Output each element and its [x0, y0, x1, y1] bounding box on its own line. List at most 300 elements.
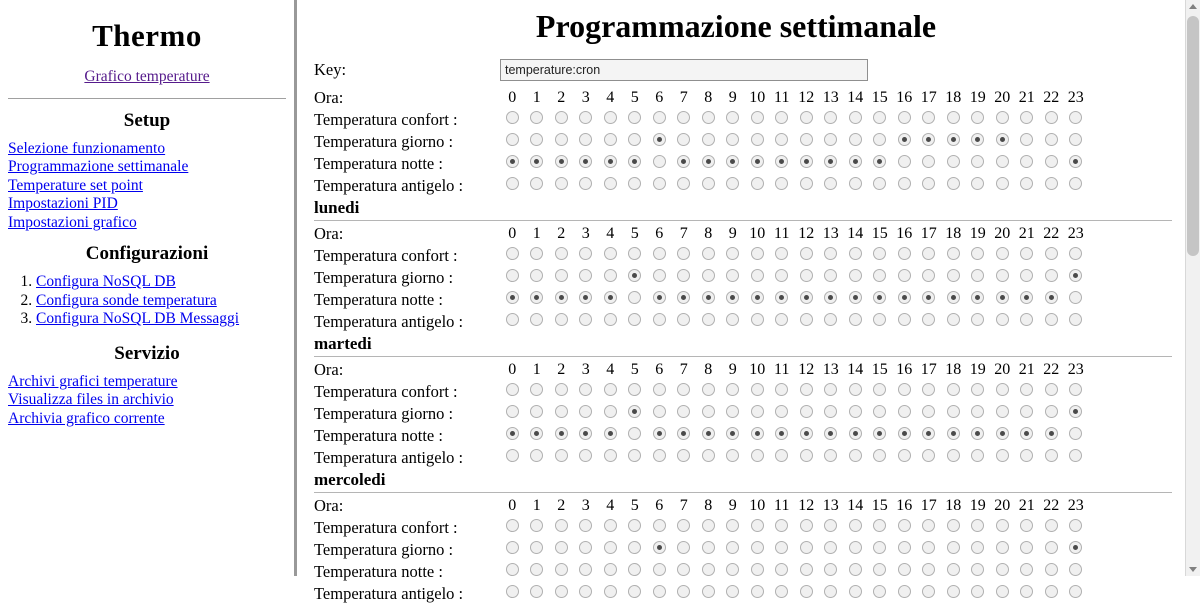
radio-notte-4[interactable] [604, 427, 617, 440]
radio-giorno-16[interactable] [898, 541, 911, 554]
radio-antigelo-4[interactable] [604, 449, 617, 462]
radio-antigelo-8[interactable] [702, 177, 715, 190]
radio-antigelo-0[interactable] [506, 585, 519, 598]
radio-confort-11[interactable] [775, 111, 788, 124]
radio-antigelo-12[interactable] [800, 449, 813, 462]
radio-antigelo-20[interactable] [996, 449, 1009, 462]
radio-giorno-11[interactable] [775, 541, 788, 554]
radio-antigelo-18[interactable] [947, 313, 960, 326]
radio-confort-3[interactable] [579, 519, 592, 532]
radio-confort-3[interactable] [579, 383, 592, 396]
radio-confort-3[interactable] [579, 247, 592, 260]
sidebar-item-archivi-grafici-temperature[interactable]: Archivi grafici temperature [8, 372, 178, 390]
radio-giorno-13[interactable] [824, 133, 837, 146]
radio-notte-8[interactable] [702, 291, 715, 304]
radio-antigelo-5[interactable] [628, 313, 641, 326]
radio-giorno-11[interactable] [775, 405, 788, 418]
radio-notte-6[interactable] [653, 563, 666, 576]
radio-notte-8[interactable] [702, 155, 715, 168]
radio-giorno-17[interactable] [922, 405, 935, 418]
radio-confort-20[interactable] [996, 383, 1009, 396]
radio-antigelo-16[interactable] [898, 449, 911, 462]
radio-antigelo-1[interactable] [530, 177, 543, 190]
radio-antigelo-7[interactable] [677, 313, 690, 326]
radio-notte-20[interactable] [996, 427, 1009, 440]
radio-giorno-21[interactable] [1020, 405, 1033, 418]
radio-confort-22[interactable] [1045, 383, 1058, 396]
sidebar-item-grafico-temperature[interactable]: Grafico temperature [84, 68, 210, 85]
radio-antigelo-13[interactable] [824, 585, 837, 598]
radio-notte-21[interactable] [1020, 291, 1033, 304]
radio-notte-8[interactable] [702, 563, 715, 576]
radio-antigelo-9[interactable] [726, 313, 739, 326]
radio-giorno-22[interactable] [1045, 405, 1058, 418]
radio-antigelo-23[interactable] [1069, 313, 1082, 326]
radio-notte-18[interactable] [947, 155, 960, 168]
radio-notte-8[interactable] [702, 427, 715, 440]
radio-confort-23[interactable] [1069, 519, 1082, 532]
radio-confort-5[interactable] [628, 519, 641, 532]
radio-notte-2[interactable] [555, 427, 568, 440]
radio-confort-16[interactable] [898, 247, 911, 260]
radio-antigelo-16[interactable] [898, 585, 911, 598]
radio-antigelo-1[interactable] [530, 313, 543, 326]
radio-notte-20[interactable] [996, 563, 1009, 576]
radio-notte-20[interactable] [996, 291, 1009, 304]
radio-antigelo-18[interactable] [947, 177, 960, 190]
radio-notte-14[interactable] [849, 155, 862, 168]
radio-notte-19[interactable] [971, 427, 984, 440]
sidebar-item-archivia-grafico-corrente[interactable]: Archivia grafico corrente [8, 409, 165, 427]
radio-notte-22[interactable] [1045, 427, 1058, 440]
radio-antigelo-6[interactable] [653, 313, 666, 326]
radio-confort-1[interactable] [530, 247, 543, 260]
radio-giorno-21[interactable] [1020, 133, 1033, 146]
radio-confort-8[interactable] [702, 247, 715, 260]
radio-notte-23[interactable] [1069, 291, 1082, 304]
radio-notte-0[interactable] [506, 563, 519, 576]
radio-antigelo-16[interactable] [898, 177, 911, 190]
radio-notte-11[interactable] [775, 563, 788, 576]
radio-antigelo-14[interactable] [849, 313, 862, 326]
radio-giorno-15[interactable] [873, 405, 886, 418]
radio-giorno-0[interactable] [506, 269, 519, 282]
radio-confort-9[interactable] [726, 247, 739, 260]
radio-antigelo-2[interactable] [555, 585, 568, 598]
radio-notte-16[interactable] [898, 427, 911, 440]
radio-confort-4[interactable] [604, 111, 617, 124]
radio-confort-10[interactable] [751, 519, 764, 532]
radio-confort-7[interactable] [677, 247, 690, 260]
sidebar-item-configura-nosql-db[interactable]: Configura NoSQL DB [36, 273, 176, 291]
radio-notte-22[interactable] [1045, 155, 1058, 168]
radio-giorno-0[interactable] [506, 405, 519, 418]
radio-confort-21[interactable] [1020, 383, 1033, 396]
radio-giorno-14[interactable] [849, 405, 862, 418]
radio-notte-13[interactable] [824, 155, 837, 168]
radio-antigelo-21[interactable] [1020, 449, 1033, 462]
radio-antigelo-13[interactable] [824, 449, 837, 462]
radio-notte-7[interactable] [677, 427, 690, 440]
radio-giorno-9[interactable] [726, 541, 739, 554]
radio-giorno-16[interactable] [898, 405, 911, 418]
radio-confort-7[interactable] [677, 519, 690, 532]
radio-antigelo-10[interactable] [751, 449, 764, 462]
sidebar-item-visualizza-files-in-archivio[interactable]: Visualizza files in archivio [8, 391, 174, 409]
radio-antigelo-11[interactable] [775, 313, 788, 326]
radio-confort-2[interactable] [555, 111, 568, 124]
sidebar-item-configura-sonde-temperatura[interactable]: Configura sonde temperatura [36, 291, 217, 309]
radio-notte-22[interactable] [1045, 291, 1058, 304]
radio-giorno-13[interactable] [824, 269, 837, 282]
radio-antigelo-4[interactable] [604, 585, 617, 598]
radio-confort-22[interactable] [1045, 519, 1058, 532]
radio-antigelo-19[interactable] [971, 585, 984, 598]
radio-confort-5[interactable] [628, 383, 641, 396]
radio-notte-6[interactable] [653, 427, 666, 440]
radio-giorno-15[interactable] [873, 541, 886, 554]
radio-confort-20[interactable] [996, 519, 1009, 532]
radio-antigelo-2[interactable] [555, 177, 568, 190]
radio-antigelo-6[interactable] [653, 177, 666, 190]
radio-confort-21[interactable] [1020, 247, 1033, 260]
radio-confort-15[interactable] [873, 111, 886, 124]
radio-notte-17[interactable] [922, 427, 935, 440]
radio-notte-7[interactable] [677, 155, 690, 168]
radio-notte-11[interactable] [775, 291, 788, 304]
radio-confort-12[interactable] [800, 519, 813, 532]
radio-notte-20[interactable] [996, 155, 1009, 168]
radio-confort-6[interactable] [653, 519, 666, 532]
radio-giorno-18[interactable] [947, 133, 960, 146]
radio-notte-3[interactable] [579, 563, 592, 576]
radio-giorno-12[interactable] [800, 541, 813, 554]
radio-giorno-2[interactable] [555, 269, 568, 282]
radio-giorno-14[interactable] [849, 541, 862, 554]
radio-confort-2[interactable] [555, 247, 568, 260]
radio-notte-12[interactable] [800, 427, 813, 440]
radio-giorno-15[interactable] [873, 269, 886, 282]
radio-notte-19[interactable] [971, 291, 984, 304]
radio-antigelo-14[interactable] [849, 449, 862, 462]
radio-confort-22[interactable] [1045, 111, 1058, 124]
radio-giorno-22[interactable] [1045, 541, 1058, 554]
radio-confort-11[interactable] [775, 247, 788, 260]
radio-antigelo-5[interactable] [628, 449, 641, 462]
radio-giorno-5[interactable] [628, 133, 641, 146]
radio-antigelo-12[interactable] [800, 313, 813, 326]
radio-notte-3[interactable] [579, 291, 592, 304]
radio-antigelo-23[interactable] [1069, 449, 1082, 462]
radio-giorno-19[interactable] [971, 269, 984, 282]
radio-antigelo-1[interactable] [530, 585, 543, 598]
radio-antigelo-8[interactable] [702, 313, 715, 326]
radio-notte-4[interactable] [604, 291, 617, 304]
radio-confort-1[interactable] [530, 383, 543, 396]
radio-notte-13[interactable] [824, 427, 837, 440]
radio-giorno-18[interactable] [947, 405, 960, 418]
radio-giorno-14[interactable] [849, 269, 862, 282]
radio-confort-14[interactable] [849, 111, 862, 124]
radio-notte-12[interactable] [800, 563, 813, 576]
radio-notte-21[interactable] [1020, 563, 1033, 576]
radio-antigelo-23[interactable] [1069, 585, 1082, 598]
radio-confort-8[interactable] [702, 383, 715, 396]
radio-giorno-21[interactable] [1020, 541, 1033, 554]
radio-antigelo-22[interactable] [1045, 585, 1058, 598]
radio-confort-10[interactable] [751, 111, 764, 124]
radio-giorno-20[interactable] [996, 133, 1009, 146]
radio-antigelo-8[interactable] [702, 585, 715, 598]
radio-giorno-4[interactable] [604, 269, 617, 282]
radio-antigelo-17[interactable] [922, 585, 935, 598]
radio-notte-3[interactable] [579, 427, 592, 440]
radio-confort-19[interactable] [971, 519, 984, 532]
radio-antigelo-21[interactable] [1020, 177, 1033, 190]
radio-giorno-6[interactable] [653, 405, 666, 418]
radio-confort-0[interactable] [506, 383, 519, 396]
radio-antigelo-1[interactable] [530, 449, 543, 462]
radio-confort-18[interactable] [947, 383, 960, 396]
radio-confort-14[interactable] [849, 383, 862, 396]
radio-antigelo-9[interactable] [726, 449, 739, 462]
radio-giorno-10[interactable] [751, 269, 764, 282]
radio-notte-16[interactable] [898, 563, 911, 576]
radio-confort-14[interactable] [849, 519, 862, 532]
radio-giorno-1[interactable] [530, 541, 543, 554]
radio-confort-1[interactable] [530, 519, 543, 532]
radio-confort-18[interactable] [947, 111, 960, 124]
radio-antigelo-9[interactable] [726, 177, 739, 190]
radio-giorno-7[interactable] [677, 541, 690, 554]
radio-notte-5[interactable] [628, 563, 641, 576]
radio-antigelo-13[interactable] [824, 177, 837, 190]
radio-giorno-4[interactable] [604, 405, 617, 418]
radio-giorno-12[interactable] [800, 269, 813, 282]
radio-antigelo-18[interactable] [947, 449, 960, 462]
radio-giorno-17[interactable] [922, 269, 935, 282]
radio-antigelo-23[interactable] [1069, 177, 1082, 190]
radio-giorno-7[interactable] [677, 269, 690, 282]
radio-confort-16[interactable] [898, 111, 911, 124]
radio-giorno-5[interactable] [628, 405, 641, 418]
radio-giorno-13[interactable] [824, 405, 837, 418]
radio-antigelo-21[interactable] [1020, 313, 1033, 326]
radio-antigelo-20[interactable] [996, 177, 1009, 190]
radio-giorno-11[interactable] [775, 133, 788, 146]
radio-giorno-18[interactable] [947, 269, 960, 282]
radio-giorno-5[interactable] [628, 269, 641, 282]
radio-confort-0[interactable] [506, 111, 519, 124]
radio-confort-17[interactable] [922, 383, 935, 396]
radio-notte-23[interactable] [1069, 563, 1082, 576]
radio-giorno-19[interactable] [971, 405, 984, 418]
radio-notte-22[interactable] [1045, 563, 1058, 576]
radio-antigelo-13[interactable] [824, 313, 837, 326]
radio-giorno-17[interactable] [922, 541, 935, 554]
radio-notte-17[interactable] [922, 291, 935, 304]
radio-notte-1[interactable] [530, 427, 543, 440]
radio-confort-12[interactable] [800, 383, 813, 396]
radio-giorno-8[interactable] [702, 269, 715, 282]
radio-antigelo-14[interactable] [849, 177, 862, 190]
radio-giorno-9[interactable] [726, 269, 739, 282]
radio-antigelo-2[interactable] [555, 449, 568, 462]
radio-notte-17[interactable] [922, 563, 935, 576]
radio-notte-19[interactable] [971, 563, 984, 576]
radio-notte-5[interactable] [628, 291, 641, 304]
radio-confort-18[interactable] [947, 247, 960, 260]
radio-notte-7[interactable] [677, 563, 690, 576]
radio-notte-4[interactable] [604, 563, 617, 576]
radio-confort-5[interactable] [628, 111, 641, 124]
radio-notte-10[interactable] [751, 291, 764, 304]
radio-giorno-7[interactable] [677, 133, 690, 146]
radio-antigelo-10[interactable] [751, 313, 764, 326]
radio-antigelo-0[interactable] [506, 177, 519, 190]
radio-antigelo-5[interactable] [628, 585, 641, 598]
radio-antigelo-15[interactable] [873, 313, 886, 326]
radio-giorno-10[interactable] [751, 133, 764, 146]
radio-giorno-16[interactable] [898, 133, 911, 146]
radio-notte-21[interactable] [1020, 155, 1033, 168]
radio-notte-2[interactable] [555, 155, 568, 168]
radio-notte-23[interactable] [1069, 427, 1082, 440]
radio-antigelo-14[interactable] [849, 585, 862, 598]
radio-notte-18[interactable] [947, 427, 960, 440]
radio-notte-15[interactable] [873, 563, 886, 576]
scrollbar[interactable] [1185, 0, 1200, 576]
radio-giorno-23[interactable] [1069, 269, 1082, 282]
radio-notte-16[interactable] [898, 155, 911, 168]
radio-giorno-3[interactable] [579, 269, 592, 282]
radio-confort-12[interactable] [800, 247, 813, 260]
radio-confort-19[interactable] [971, 247, 984, 260]
radio-notte-2[interactable] [555, 291, 568, 304]
radio-antigelo-10[interactable] [751, 177, 764, 190]
radio-giorno-10[interactable] [751, 541, 764, 554]
radio-giorno-0[interactable] [506, 133, 519, 146]
sidebar-item-configura-nosql-db-messaggi[interactable]: Configura NoSQL DB Messaggi [36, 310, 240, 328]
radio-confort-16[interactable] [898, 383, 911, 396]
radio-antigelo-19[interactable] [971, 313, 984, 326]
radio-notte-12[interactable] [800, 291, 813, 304]
radio-notte-13[interactable] [824, 291, 837, 304]
radio-confort-21[interactable] [1020, 519, 1033, 532]
radio-giorno-5[interactable] [628, 541, 641, 554]
radio-confort-10[interactable] [751, 247, 764, 260]
radio-confort-4[interactable] [604, 247, 617, 260]
radio-antigelo-3[interactable] [579, 449, 592, 462]
radio-notte-4[interactable] [604, 155, 617, 168]
radio-confort-3[interactable] [579, 111, 592, 124]
radio-giorno-0[interactable] [506, 541, 519, 554]
radio-notte-1[interactable] [530, 291, 543, 304]
radio-confort-6[interactable] [653, 383, 666, 396]
radio-antigelo-19[interactable] [971, 177, 984, 190]
radio-notte-14[interactable] [849, 291, 862, 304]
radio-notte-16[interactable] [898, 291, 911, 304]
sidebar-item-selezione-funzionamento[interactable]: Selezione funzionamento [8, 139, 166, 157]
radio-giorno-18[interactable] [947, 541, 960, 554]
radio-giorno-4[interactable] [604, 541, 617, 554]
radio-confort-0[interactable] [506, 247, 519, 260]
radio-antigelo-17[interactable] [922, 177, 935, 190]
radio-confort-0[interactable] [506, 519, 519, 532]
radio-antigelo-16[interactable] [898, 313, 911, 326]
radio-antigelo-19[interactable] [971, 449, 984, 462]
radio-antigelo-11[interactable] [775, 449, 788, 462]
radio-confort-20[interactable] [996, 111, 1009, 124]
scroll-down-button[interactable] [1186, 562, 1200, 576]
radio-confort-17[interactable] [922, 111, 935, 124]
radio-confort-2[interactable] [555, 383, 568, 396]
radio-confort-9[interactable] [726, 111, 739, 124]
radio-confort-11[interactable] [775, 383, 788, 396]
scroll-up-button[interactable] [1186, 0, 1200, 14]
radio-antigelo-7[interactable] [677, 177, 690, 190]
radio-antigelo-15[interactable] [873, 177, 886, 190]
radio-antigelo-22[interactable] [1045, 313, 1058, 326]
radio-antigelo-3[interactable] [579, 585, 592, 598]
radio-giorno-11[interactable] [775, 269, 788, 282]
radio-giorno-3[interactable] [579, 405, 592, 418]
radio-giorno-20[interactable] [996, 541, 1009, 554]
radio-confort-8[interactable] [702, 111, 715, 124]
radio-antigelo-0[interactable] [506, 313, 519, 326]
sidebar-item-impostazioni-pid[interactable]: Impostazioni PID [8, 195, 118, 213]
radio-notte-23[interactable] [1069, 155, 1082, 168]
radio-giorno-8[interactable] [702, 133, 715, 146]
radio-antigelo-18[interactable] [947, 585, 960, 598]
radio-notte-12[interactable] [800, 155, 813, 168]
radio-antigelo-12[interactable] [800, 585, 813, 598]
radio-notte-5[interactable] [628, 427, 641, 440]
radio-confort-11[interactable] [775, 519, 788, 532]
radio-confort-9[interactable] [726, 519, 739, 532]
radio-giorno-22[interactable] [1045, 133, 1058, 146]
radio-confort-9[interactable] [726, 383, 739, 396]
radio-antigelo-4[interactable] [604, 177, 617, 190]
radio-antigelo-6[interactable] [653, 585, 666, 598]
radio-antigelo-22[interactable] [1045, 449, 1058, 462]
radio-giorno-12[interactable] [800, 405, 813, 418]
radio-antigelo-10[interactable] [751, 585, 764, 598]
key-input[interactable] [500, 59, 868, 81]
radio-confort-15[interactable] [873, 383, 886, 396]
radio-giorno-3[interactable] [579, 133, 592, 146]
sidebar-item-programmazione-settimanale[interactable]: Programmazione settimanale [8, 158, 189, 176]
radio-confort-6[interactable] [653, 111, 666, 124]
radio-confort-15[interactable] [873, 247, 886, 260]
radio-giorno-1[interactable] [530, 405, 543, 418]
radio-confort-23[interactable] [1069, 247, 1082, 260]
radio-antigelo-11[interactable] [775, 585, 788, 598]
radio-giorno-22[interactable] [1045, 269, 1058, 282]
radio-confort-4[interactable] [604, 383, 617, 396]
radio-giorno-12[interactable] [800, 133, 813, 146]
sidebar-item-temperature-set-point[interactable]: Temperature set point [8, 176, 143, 194]
radio-notte-3[interactable] [579, 155, 592, 168]
radio-antigelo-4[interactable] [604, 313, 617, 326]
radio-notte-11[interactable] [775, 155, 788, 168]
radio-giorno-16[interactable] [898, 269, 911, 282]
radio-giorno-9[interactable] [726, 133, 739, 146]
radio-confort-12[interactable] [800, 111, 813, 124]
radio-antigelo-11[interactable] [775, 177, 788, 190]
radio-confort-20[interactable] [996, 247, 1009, 260]
radio-confort-2[interactable] [555, 519, 568, 532]
